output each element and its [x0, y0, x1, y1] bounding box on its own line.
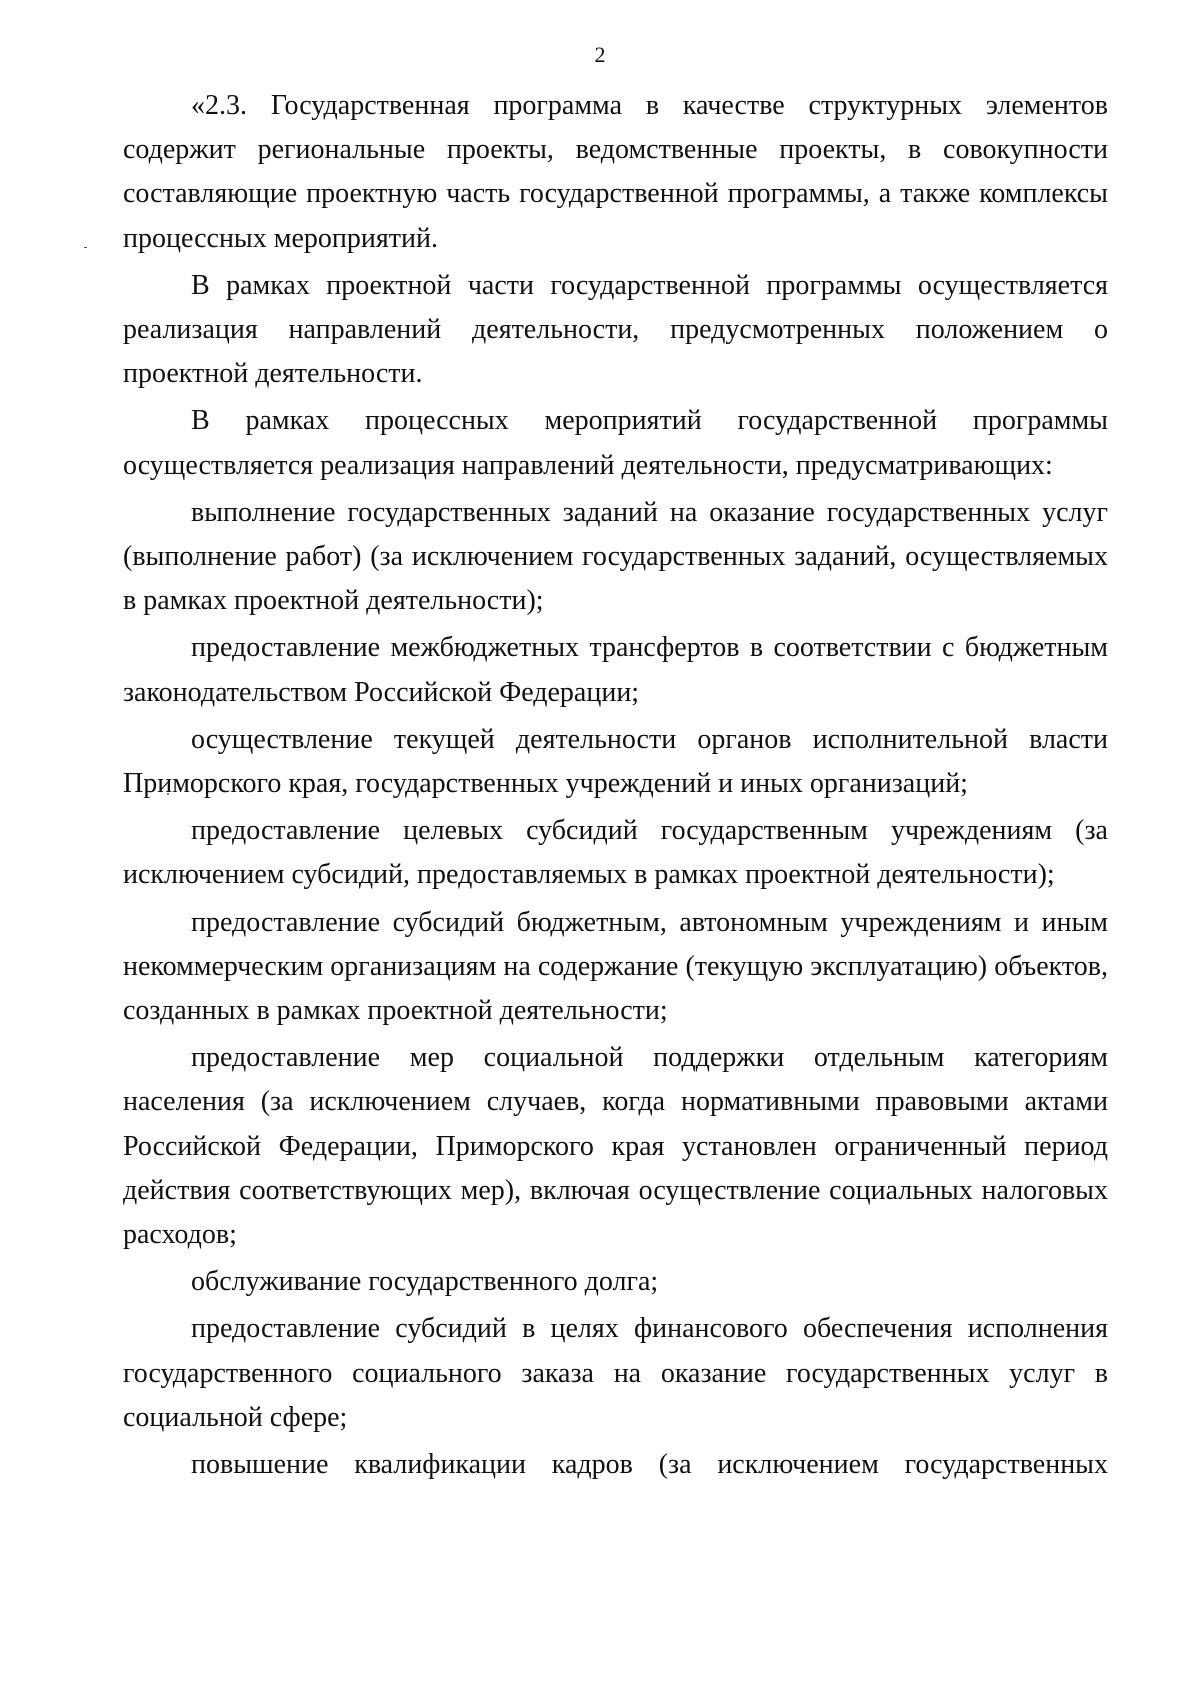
list-item-social-support: предоставление мер социальной поддержки отдельным категориям населения (за исключением случаев, когда нормативными правовыми актами Российской Федерации, Приморского края установлен ограниченный период действия соответствующих мер), включая осуществление социальных налоговых расходов;: [123, 1042, 1108, 1251]
page-number: 2: [594, 42, 606, 67]
paragraph-process-measures: В рамках процессных мероприятий государственной программы осуществляется реализация направлений деятельности, предусматривающих:: [123, 405, 1108, 481]
list-item-debt-service: обслуживание государственного долга;: [191, 1266, 659, 1298]
scan-speck: [84, 247, 87, 248]
list-item-current-activity: осуществление текущей деятельности органов исполнительной власти Приморского края, государственных учреждений и иных организаций;: [123, 723, 1108, 800]
list-item-interbudget-transfers: предоставление межбюджетных трансфертов в соответствии с бюджетным законодательством Российской Федерации;: [123, 632, 1108, 708]
list-item-state-tasks: выполнение государственных заданий на оказание государственных услуг (выполнение работ) (за исключением государственных заданий, осуществляемых в рамках проектной деятельности);: [123, 496, 1108, 617]
list-item-maintenance-subsidies: предоставление субсидий бюджетным, автономным учреждениям и иным некоммерческим организациям на содержание (текущую эксплуатацию) объектов, созданных в рамках проектной деятельности;: [123, 906, 1108, 1027]
list-item-qualification: повышение квалификации кадров (за исключением государственных: [191, 1449, 1108, 1481]
list-item-social-order-subsidies: предоставление субсидий в целях финансового обеспечения исполнения государственного социального заказа на оказание государственных услуг в социальной сфере;: [123, 1313, 1108, 1433]
list-item-target-subsidies: предоставление целевых субсидий государственным учреждениям (за исключением субсидий, предоставляемых в рамках проектной деятельности);: [123, 815, 1108, 891]
paragraph-project-part: В рамках проектной части государственной программы осуществляется реализация направлений деятельности, предусмотренных положением о проектной деятельности.: [123, 269, 1108, 390]
paragraph-2-3-intro: «2.3. Государственная программа в качестве структурных элементов содержит региональные проекты, ведомственные проекты, в совокупности составляющие проектную часть государственной программы, а также комплексы процессных мероприятий.: [123, 90, 1108, 254]
document-body: [123, 84, 1108, 1490]
